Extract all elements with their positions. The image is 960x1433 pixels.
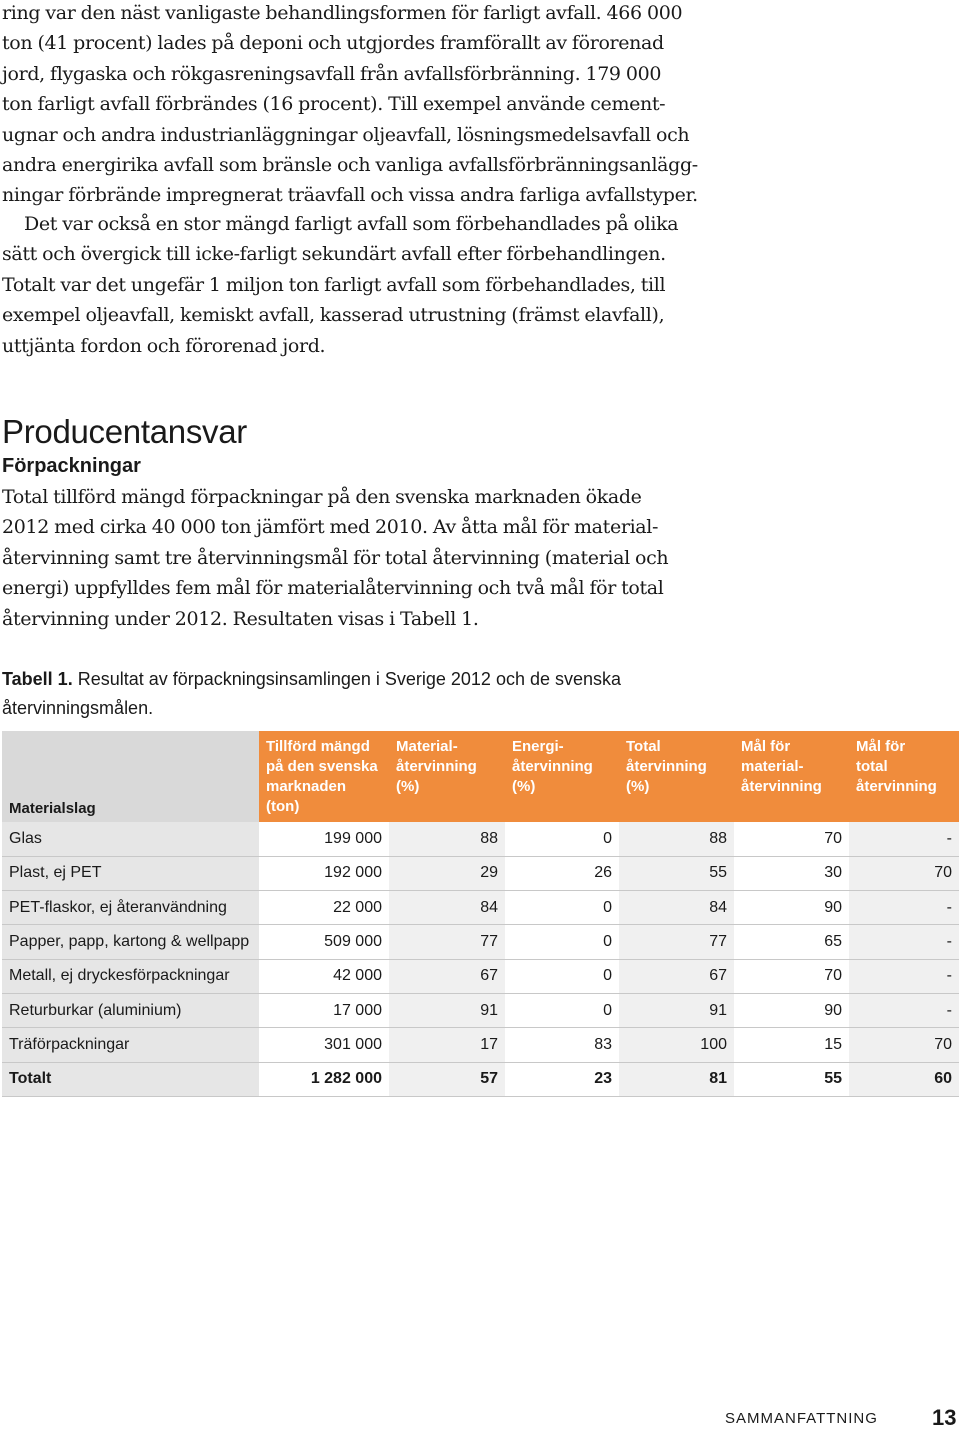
table-total-row [2, 1062, 959, 1096]
table-row [2, 822, 959, 856]
row-label: Returburkar (aluminium) [2, 993, 259, 1027]
column-header-total-atervinning: Total återvinning (%) [619, 731, 734, 822]
cell-value: 100 [619, 1028, 734, 1062]
cell-value: 55 [619, 856, 734, 890]
cell-value: 199 000 [259, 822, 389, 856]
cell-value: 29 [389, 856, 505, 890]
total-value: 81 [619, 1062, 734, 1096]
text-line: ring var den näst vanligaste behandlingsformen för farligt avfall. 466 000 [2, 2, 683, 24]
intro-paragraph-2 [2, 209, 678, 361]
cell-value: 84 [389, 891, 505, 925]
cell-value: 91 [619, 993, 734, 1027]
caption-text: Resultat av förpackningsinsamlingen i Sverige 2012 och de svenska [72, 669, 622, 689]
column-header-energiatervinning: Energi- återvinning (%) [505, 731, 619, 822]
cell-value: 70 [734, 959, 849, 993]
column-header-mal-material: Mål för material- återvinning [734, 731, 849, 822]
text-line: ningar förbrände impregnerat träavfall och vissa andra farliga avfallstyper. [2, 184, 698, 207]
text-line: jord, flygaska och rökgasreningsavfall från avfallsförbränning. 179 000 [2, 62, 662, 85]
cell-value: - [849, 891, 959, 925]
cell-value: 0 [505, 822, 619, 856]
cell-value: 42 000 [259, 959, 389, 993]
cell-value: 67 [389, 959, 505, 993]
row-label: Plast, ej PET [2, 856, 259, 890]
cell-value: 26 [505, 856, 619, 890]
column-header-materialatervinning: Material- återvinning (%) [389, 731, 505, 822]
cell-value: 84 [619, 891, 734, 925]
text-line: exempel oljeavfall, kemiskt avfall, kasserad utrustning (främst elavfall), [2, 304, 665, 327]
cell-value: 509 000 [259, 925, 389, 959]
row-label: Glas [2, 822, 259, 856]
table-row [2, 959, 959, 993]
cell-value: 65 [734, 925, 849, 959]
table-caption [2, 665, 942, 723]
cell-value: 90 [734, 993, 849, 1027]
page-number: 13 [932, 1405, 957, 1430]
caption-text-line-2: återvinningsmålen. [2, 698, 154, 718]
text-line: Total tillförd mängd förpackningar på den svenska marknaden ökade [2, 486, 642, 508]
section-title: Producentansvar [2, 413, 247, 450]
cell-value: 77 [619, 925, 734, 959]
text-line: ugnar och andra industrianläggningar oljeavfall, lösningsmedelsavfall och [2, 123, 690, 146]
total-value: 23 [505, 1062, 619, 1096]
row-label: Papper, papp, kartong & wellpapp [2, 925, 259, 959]
table-row [2, 891, 959, 925]
cell-value: 90 [734, 891, 849, 925]
text-line: ton farligt avfall förbrändes (16 procent). Till exempel använde cement- [2, 93, 666, 116]
cell-value: 192 000 [259, 856, 389, 890]
text-line: återvinning samt tre återvinningsmål för total återvinning (material och [2, 546, 669, 569]
text-line: ton (41 procent) lades på deponi och utgjordes framförallt av förorenad [2, 32, 664, 55]
cell-value: 83 [505, 1028, 619, 1062]
text-line: uttjänta fordon och förorenad jord. [2, 334, 326, 357]
total-value: 55 [734, 1062, 849, 1096]
column-header-tillford-mangd: Tillförd mängd på den svenska marknaden (ton) [259, 731, 389, 822]
cell-value: - [849, 959, 959, 993]
row-label: Träförpackningar [2, 1028, 259, 1062]
text-line: återvinning under 2012. Resultaten visas i Tabell 1. [2, 607, 479, 630]
section-subtitle: Förpackningar [2, 455, 141, 477]
cell-value: 70 [849, 1028, 959, 1062]
row-label: Metall, ej dryckesförpackningar [2, 959, 259, 993]
cell-value: 30 [734, 856, 849, 890]
text-line: 2012 med cirka 40 000 ton jämfört med 2010. Av åtta mål för material- [2, 516, 659, 539]
cell-value: 70 [734, 822, 849, 856]
column-header-materialslag: Materialslag [2, 731, 259, 822]
cell-value: 70 [849, 856, 959, 890]
total-value: 57 [389, 1062, 505, 1096]
table-row [2, 1028, 959, 1062]
text-line: Totalt var det ungefär 1 miljon ton farligt avfall som förbehandlades, till [2, 273, 666, 296]
cell-value: 0 [505, 891, 619, 925]
footer-section-label: SAMMANFATTNING [725, 1410, 878, 1427]
text-line: andra energirika avfall som bränsle och vanliga avfallsförbränningsanlägg- [2, 154, 698, 177]
cell-value: 0 [505, 959, 619, 993]
text-line: sätt och övergick till icke-farligt sekundärt avfall efter förbehandlingen. [2, 243, 666, 266]
total-value: 60 [849, 1062, 959, 1096]
table-row [2, 856, 959, 890]
cell-value: 0 [505, 993, 619, 1027]
recycling-table [2, 731, 959, 1097]
table-header-row [2, 731, 959, 822]
cell-value: 91 [389, 993, 505, 1027]
cell-value: - [849, 822, 959, 856]
cell-value: 17 [389, 1028, 505, 1062]
cell-value: - [849, 925, 959, 959]
table-row [2, 993, 959, 1027]
row-label: PET-flaskor, ej återanvändning [2, 891, 259, 925]
cell-value: 88 [389, 822, 505, 856]
total-label: Totalt [2, 1062, 259, 1096]
cell-value: 77 [389, 925, 505, 959]
table-row [2, 925, 959, 959]
cell-value: 301 000 [259, 1028, 389, 1062]
cell-value: 15 [734, 1028, 849, 1062]
cell-value: 22 000 [259, 891, 389, 925]
section-paragraph [2, 482, 668, 634]
cell-value: 67 [619, 959, 734, 993]
total-value: 1 282 000 [259, 1062, 389, 1096]
cell-value: 17 000 [259, 993, 389, 1027]
cell-value: 88 [619, 822, 734, 856]
text-line: Det var också en stor mängd farligt avfall som förbehandlades på olika [24, 213, 679, 235]
caption-label: Tabell 1. [2, 669, 73, 689]
intro-paragraph-1 [2, 0, 698, 211]
text-line: energi) uppfylldes fem mål för materialåtervinning och två mål för total [2, 577, 664, 600]
column-header-mal-total: Mål för total återvinning [849, 731, 959, 822]
cell-value: - [849, 993, 959, 1027]
cell-value: 0 [505, 925, 619, 959]
